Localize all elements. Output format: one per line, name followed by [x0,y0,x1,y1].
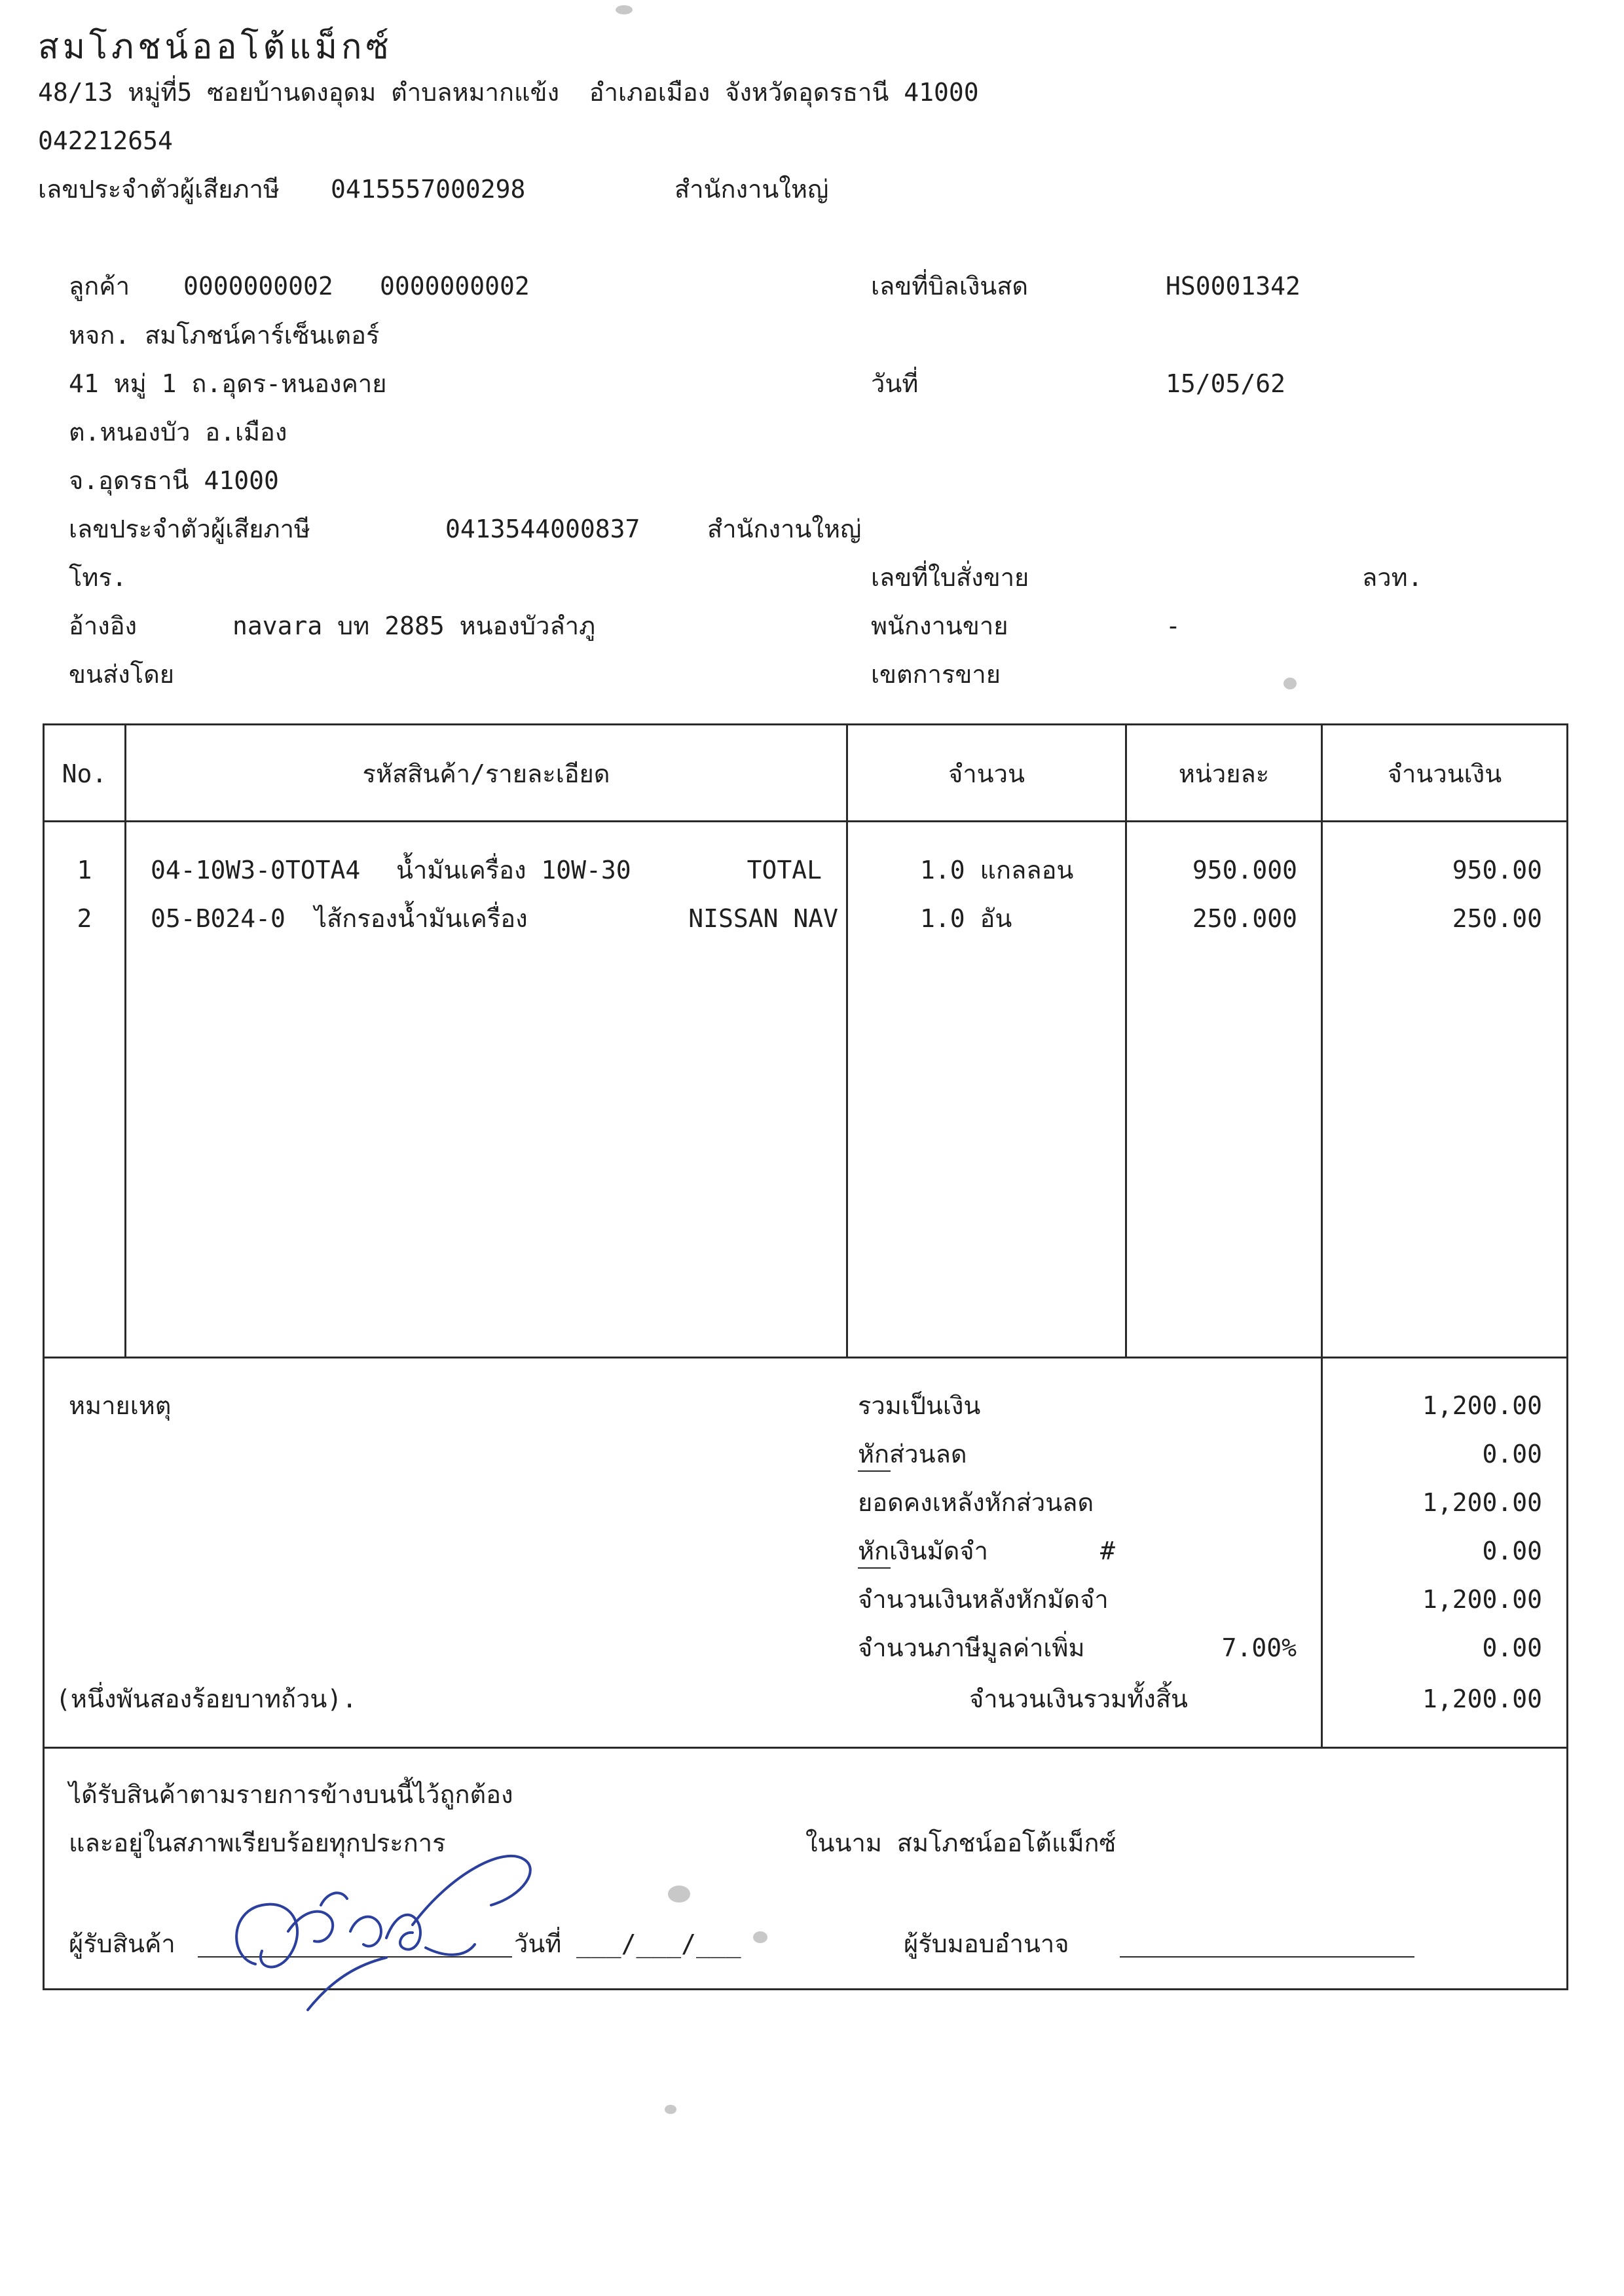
customer-branch: สำนักงานใหญ่ [707,515,862,543]
shipping-label: ขนส่งโดย [69,660,175,689]
row-unit-price: 250.000 [1192,904,1297,933]
after-discount-value: 1,200.00 [1422,1488,1542,1517]
grand-total-value: 1,200.00 [1422,1685,1542,1713]
subtotal-label: รวมเป็นเงิน [858,1391,981,1420]
bill-number-label: เลขที่บิลเงินสด [871,272,1029,301]
deposit-value: 0.00 [1482,1537,1542,1565]
scan-speck [665,2105,676,2114]
discount-value: 0.00 [1482,1440,1542,1468]
company-phone: 042212654 [38,126,173,155]
company-tax-label: เลขประจำตัวผู้เสียภาษี [38,175,280,204]
note-label: หมายเหตุ [69,1391,172,1420]
deposit-underline [858,1567,891,1569]
discount-underline [858,1470,891,1472]
customer-code-2: 0000000002 [380,272,530,301]
row-description: ไส้กรองน้ำมันเครื่อง [314,904,528,933]
customer-tax-id: 0413544000837 [445,515,640,543]
sales-area-label: เขตการขาย [871,660,1001,689]
company-address: 48/13 หมู่ที่5 ซอยบ้านดงอุดม ตำบลหมากแข้ง อำเภอเมือง จังหวัดอุดรธานี 41000 [38,78,979,107]
col-divider-desc [846,723,848,1358]
table-top-rule [43,723,1568,725]
salesperson-label: พนักงานขาย [871,611,1008,640]
reference-label: อ้างอิง [69,611,138,640]
header-description: รหัสสินค้า/รายละเอียด [362,759,610,788]
table-right-rule [1566,723,1568,1990]
sales-order-label: เลขที่ใบสั่งขาย [871,563,1029,592]
authorized-label: ผู้รับมอบอำนาจ [904,1929,1069,1958]
salesperson-value: - [1166,611,1181,640]
scan-speck [753,1931,767,1943]
deposit-label: หักเงินมัดจำ [858,1537,988,1565]
amount-in-words: (หนึ่งพันสองร้อยบาทถ้วน). [56,1685,358,1713]
scan-speck [668,1886,690,1903]
table-header-rule [43,820,1568,822]
on-behalf-of: ในนาม สมโภชน์ออโต้แม็กซ์ [805,1829,1116,1857]
deposit-hash: # [1100,1537,1115,1565]
company-tax-id: 0415557000298 [331,175,526,204]
col-divider-no [124,723,126,1358]
row-unit-price: 950.000 [1192,856,1297,884]
vat-rate: 7.00% [1221,1633,1297,1662]
bill-date-label: วันที่ [871,369,919,398]
header-quantity: จำนวน [948,759,1025,788]
col-divider-qty [1125,723,1127,1358]
row-brand: NISSAN NAV [688,904,838,933]
header-unit-price: หน่วยละ [1178,759,1270,788]
row-brand: TOTAL [747,856,822,884]
bill-date: 15/05/62 [1166,369,1286,398]
customer-code-1: 0000000002 [183,272,333,301]
customer-name: หจก. สมโภชน์คาร์เซ็นเตอร์ [69,321,380,350]
header-amount: จำนวนเงิน [1387,759,1502,788]
customer-address-2: ต.หนองบัว อ.เมือง [69,418,287,446]
customer-address-1: 41 หมู่ 1 ถ.อุดร-หนองคาย [69,369,387,398]
vat-label: จำนวนภาษีมูลค่าเพิ่ม [858,1633,1085,1662]
row-code: 05-B024-0 [151,904,286,933]
grand-total-label: จำนวนเงินรวมทั้งสิ้น [969,1685,1188,1713]
header-no: No. [62,759,107,788]
after-deposit-value: 1,200.00 [1422,1585,1542,1614]
company-branch: สำนักงานใหญ่ [674,175,829,204]
vat-value: 0.00 [1482,1633,1542,1662]
received-statement-1: ได้รับสินค้าตามรายการข้างบนนี้ไว้ถูกต้อง [69,1780,513,1809]
bill-number: HS0001342 [1166,272,1301,301]
customer-phone-label: โทร. [69,563,127,592]
row-amount: 950.00 [1452,856,1542,884]
row-amount: 250.00 [1452,904,1542,933]
reference-value: navara บท 2885 หนองบัวลำภู [232,611,596,640]
after-discount-label: ยอดคงเหลังหักส่วนลด [858,1488,1094,1517]
table-bottom-rule [43,1357,1568,1358]
row-no: 2 [77,904,92,933]
handwritten-signature [216,1833,557,2030]
discount-label: หักส่วนลด [858,1440,967,1468]
row-code: 04-10W3-0TOTA4 [151,856,361,884]
received-statement-2: และอยู่ในสภาพเรียบร้อยทุกประการ [69,1829,446,1857]
customer-label: ลูกค้า [69,272,130,301]
receiver-label: ผู้รับสินค้า [69,1929,175,1958]
row-description: น้ำมันเครื่อง 10W-30 [396,856,631,884]
row-no: 1 [77,856,92,884]
after-deposit-label: จำนวนเงินหลังหักมัดจำ [858,1585,1109,1614]
authorized-signature-line [1120,1956,1414,1958]
sales-order-suffix: ลวท. [1362,563,1423,592]
scan-speck [616,5,633,14]
row-quantity: 1.0 แกลลอน [920,856,1074,884]
customer-address-3: จ.อุดรธานี 41000 [69,466,279,495]
subtotal-value: 1,200.00 [1422,1391,1542,1420]
customer-tax-label: เลขประจำตัวผู้เสียภาษี [69,515,310,543]
summary-bottom-rule [43,1747,1568,1749]
receive-date-blank: ___/___/___ [576,1929,741,1958]
scan-speck [1283,678,1297,689]
receive-date-label: วันที่ [514,1929,562,1958]
company-name: สมโภชน์ออโต้แม็กซ์ [38,27,393,67]
row-quantity: 1.0 อัน [920,904,1012,933]
